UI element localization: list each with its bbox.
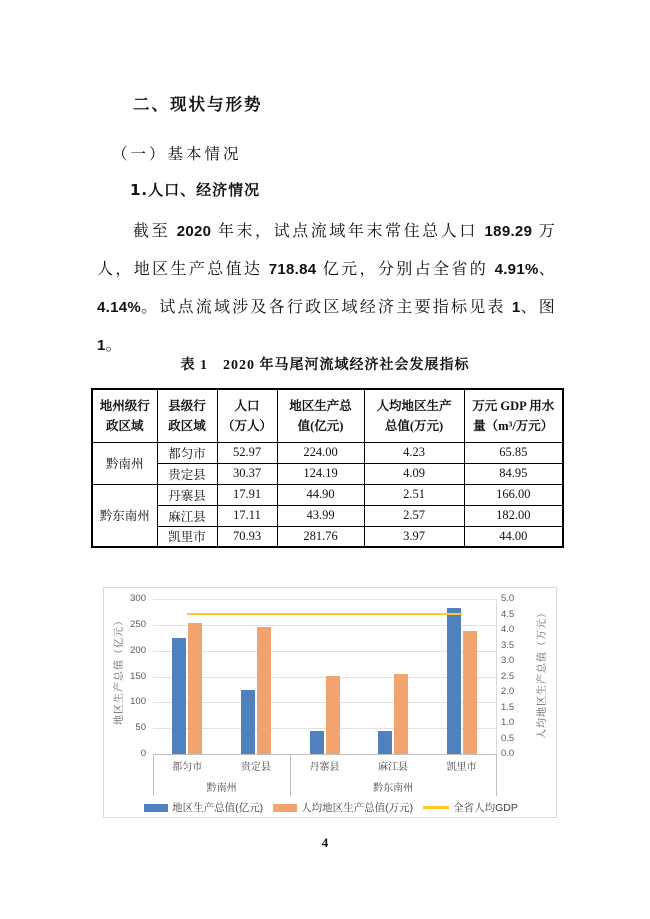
category-label: 麻江县	[378, 762, 409, 773]
table-cell: 52.97	[217, 442, 277, 463]
text-run: 年末，试点流域年末常住总人口	[211, 223, 485, 240]
right-axis-tick-label: 1.5	[501, 701, 515, 713]
legend-item-2	[423, 800, 518, 815]
table-header-cell: 地区生产总 值(亿元)	[277, 389, 364, 442]
subsubsection-heading: 1.人口、经济情况	[130, 181, 261, 199]
legend-color-swatch	[144, 804, 168, 812]
left-axis-tick-label: 50	[135, 722, 146, 734]
table-header-cell: 县级行 政区域	[157, 389, 217, 442]
table-cell: 都匀市	[157, 442, 217, 463]
text-run: 截至	[133, 223, 177, 240]
gridline	[153, 728, 496, 729]
chart-left-axis-title: 地区生产总值（亿元）	[114, 615, 125, 725]
table-row	[92, 526, 563, 547]
bar-series1-cat3	[394, 674, 408, 754]
right-axis-line	[496, 599, 497, 754]
category-label: 贵定县	[240, 762, 271, 773]
gridline	[153, 702, 496, 703]
text-run: 人，地区生产总值达	[97, 261, 269, 278]
right-axis-tick-label: 4.5	[501, 608, 515, 620]
gridline	[153, 599, 496, 600]
table-cell: 贵定县	[157, 463, 217, 484]
table-row	[92, 442, 563, 463]
text-run: 。	[105, 337, 124, 354]
table-cell: 3.97	[364, 526, 464, 547]
bar-series0-cat1	[241, 690, 255, 754]
table-cell: 124.19	[277, 463, 364, 484]
legend-label: 人均地区生产总值(万元)	[301, 802, 414, 814]
text-run: 。试点流域涉及各行政区域经济主要指标见表	[141, 299, 512, 316]
right-axis-tick-label: 4.0	[501, 624, 515, 635]
left-axis-tick-label: 250	[130, 618, 146, 630]
table-cell: 30.37	[217, 463, 277, 484]
left-axis-tick-label: 100	[130, 696, 146, 708]
chart-legend	[104, 800, 558, 815]
bar-series1-cat1	[257, 627, 271, 754]
table-cell: 2.51	[364, 484, 464, 505]
table-cell: 17.11	[217, 505, 277, 526]
legend-item-1	[273, 800, 413, 815]
table-cell: 4.09	[364, 463, 464, 484]
table-cell: 43.99	[277, 505, 364, 526]
paragraph-line	[97, 251, 557, 289]
right-axis-tick-label: 2.5	[501, 670, 515, 682]
left-axis-tick-label: 200	[130, 644, 146, 656]
right-axis-tick-label: 5.0	[501, 593, 515, 604]
bar-series0-cat0	[172, 638, 186, 754]
table-row	[92, 463, 563, 484]
table-cell: 166.00	[464, 484, 563, 505]
table-header-cell: 万元 GDP 用水 量（m³/万元）	[464, 389, 563, 442]
table-header-row	[92, 389, 563, 442]
category-group-label: 黔东南州	[373, 783, 414, 794]
chart-right-axis-title: 人均地区生产总值（万元）	[537, 607, 548, 739]
table-body	[92, 442, 563, 547]
table-cell: 麻江县	[157, 505, 217, 526]
legend-label: 地区生产总值(亿元)	[172, 802, 264, 814]
right-axis-tick-label: 3.0	[501, 655, 515, 666]
table-cell: 2.57	[364, 505, 464, 526]
right-axis-tick-label: 3.5	[501, 639, 515, 651]
bar-series0-cat4	[447, 608, 461, 754]
economic-indicators-table	[91, 388, 564, 548]
reference-line	[187, 613, 461, 616]
right-axis-tick-label: 0.0	[501, 748, 515, 759]
table-cell: 凯里市	[157, 526, 217, 547]
category-group-label: 黔南州	[206, 783, 237, 794]
right-axis-tick-label: 0.5	[501, 732, 515, 744]
section-heading: 二、现状与形势	[133, 95, 263, 114]
paragraph-line	[97, 289, 557, 327]
table-cell: 4.23	[364, 442, 464, 463]
number-run: 189.29	[484, 223, 533, 240]
table-cell: 44.90	[277, 484, 364, 505]
table-header-cell: 人口 （万人）	[217, 389, 277, 442]
chart-figure	[103, 587, 557, 818]
page-number: 4	[321, 835, 329, 850]
bar-series1-cat0	[188, 623, 202, 754]
table-header-cell: 人均地区生产 总值(万元)	[364, 389, 464, 442]
table-cell: 182.00	[464, 505, 563, 526]
text-run: 、图	[520, 299, 558, 316]
table-cell: 17.91	[217, 484, 277, 505]
bar-series0-cat2	[310, 731, 324, 754]
gridline	[153, 625, 496, 626]
table-header-cell: 地州级行 政区域	[92, 389, 157, 442]
table-row	[92, 484, 563, 505]
gridline	[153, 677, 496, 678]
category-label: 都匀市	[172, 762, 203, 773]
category-label: 凯里市	[446, 762, 477, 773]
right-axis-tick-label: 2.0	[501, 686, 515, 697]
legend-line-swatch	[423, 806, 449, 809]
table-cell: 281.76	[277, 526, 364, 547]
number-run: 4.14%	[97, 299, 142, 316]
subsection-heading: （一）基本情况	[112, 146, 242, 163]
table-row	[92, 505, 563, 526]
body-paragraph	[97, 213, 557, 365]
text-run: 万	[532, 223, 557, 240]
category-separator	[153, 754, 154, 796]
category-separator	[290, 754, 291, 796]
table-cell: 丹寨县	[157, 484, 217, 505]
text-run: 、	[538, 261, 557, 278]
number-run: 718.84	[268, 261, 317, 278]
left-axis-tick-label: 0	[140, 748, 146, 759]
legend-label: 全省人均GDP	[453, 802, 518, 814]
legend-item-0	[144, 800, 263, 815]
table-cell: 44.00	[464, 526, 563, 547]
left-axis-tick-label: 150	[130, 670, 146, 682]
table-header	[92, 389, 563, 442]
text-run: 亿元，分别占全省的	[316, 261, 495, 278]
bar-series1-cat2	[326, 676, 340, 754]
left-axis-tick-label: 300	[130, 593, 146, 604]
table-cell: 224.00	[277, 442, 364, 463]
table-cell: 84.95	[464, 463, 563, 484]
category-label: 丹寨县	[309, 762, 340, 773]
legend-color-swatch	[273, 804, 297, 812]
number-run: 2020	[176, 223, 212, 240]
number-run: 1	[97, 337, 106, 354]
region-cell: 黔东南州	[92, 484, 157, 547]
number-run: 1	[511, 299, 521, 316]
table-title: 表 1 2020 年马尾河流域经济社会发展指标	[180, 358, 470, 373]
bar-series1-cat4	[463, 631, 477, 754]
x-axis-line	[153, 754, 496, 755]
paragraph-line	[97, 213, 557, 251]
table-cell: 70.93	[217, 526, 277, 547]
table-cell: 65.85	[464, 442, 563, 463]
gridline	[153, 651, 496, 652]
region-cell: 黔南州	[92, 442, 157, 484]
category-separator	[496, 754, 497, 796]
bar-series0-cat3	[378, 731, 392, 754]
right-axis-tick-label: 1.0	[501, 717, 515, 728]
number-run: 4.91%	[494, 261, 539, 278]
